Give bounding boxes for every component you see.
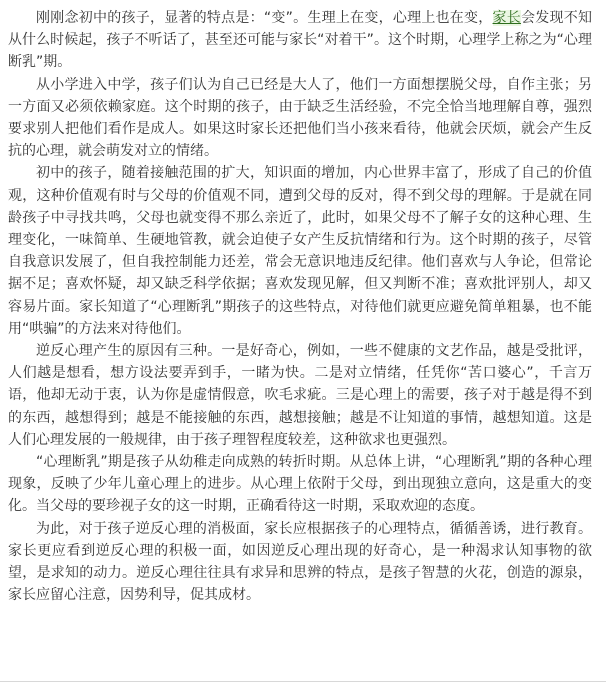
article-body: [8, 7, 592, 606]
paragraph-1-text-after: 会发现不知从什么时候起，孩子不听话了，甚至还可能与家长“对着干”。这个时期，心理学上称之为“心理断乳”期。: [8, 10, 593, 71]
paragraph-2: 从小学进入中学，孩子们认为自己已经是大人了，他们一方面想摆脱父母，自作主张；另一方面又必须依赖家庭。这个时期的孩子，由于缺乏生活经验，不完全恰当地理解自尊，强烈要求别人把他们看作是成人。如果这时家长还把他们当小孩来看待，他就会厌烦，就会产生反抗的心理，就会萌发对立的情绪。: [8, 76, 592, 160]
paragraph-1: [8, 7, 592, 74]
paragraph-4: 逆反心理产生的原因有三种。一是好奇心，例如，一些不健康的文艺作品，越是受批评，人们越是想看，想方设法要弄到手，一睹为快。二是对立情绪，任凭你“苦口婆心”，千言万语，他却无动于衷，认为你是虚情假意，吹毛求疵。三是心理上的需要，孩子对于越是得不到的东西，越想得到；越是不能接触的东西，越想接触；越是不让知道的事情，越想知道。这是人们心理发展的一般规律，由于孩子理智程度较差，这种欲求也更强烈。: [8, 343, 592, 448]
paragraph-6: 为此，对于孩子逆反心理的消极面，家长应根据孩子的心理特点，循循善诱，进行教育。家长更应看到逆反心理的积极一面，如因逆反心理出现的好奇心，是一种渴求认知事物的欲望，是求知的动力。逆反心理往往具有求异和思辨的特点，是孩子智慧的火花，创造的源泉，家长应留心注意，因势利导，促其成材。: [8, 520, 592, 604]
paragraph-1-text-before: 刚刚念初中的孩子，显著的特点是：“变”。生理上在变，心理上也在变，: [36, 10, 493, 26]
keyword-link-parents[interactable]: 家长: [492, 10, 522, 26]
paragraph-5: “心理断乳”期是孩子从幼稚走向成熟的转折时期。从总体上讲，“心理断乳”期的各种心理现象，反映了少年儿童心理上的进步。从心理上依附于父母，到出现独立意向，这是重大的变化。当父母的要珍视子女的这一时期，正确看待这一时期，采取欢迎的态度。: [8, 454, 592, 515]
paragraph-3: 初中的孩子，随着接触范围的扩大，知识面的增加，内心世界丰富了，形成了自己的价值观，这种价值观有时与父母的价值观不同，遭到父母的反对，得不到父母的理解。于是就在同龄孩子中寻找共鸣，父母也就变得不那么亲近了，此时，如果父母不了解子女的这种心理、生理变化，一味简单、生硬地管教，就会迫使子女产生反抗情绪和行为。这个时期的孩子，尽管自我意识发展了，但自我控制能力还差，常会无意识地违反纪律。他们喜欢与人争论，但常论据不足；喜欢怀疑，却又缺乏科学依据；喜欢发现见解，但又判断不准；喜欢批评别人，却又容易片面。家长知道了“心理断乳”期孩子的这些特点，对待他们就更应避免简单粗暴，也不能用“哄骗”的方法来对待他们。: [8, 165, 592, 337]
bottom-divider: [0, 681, 606, 682]
